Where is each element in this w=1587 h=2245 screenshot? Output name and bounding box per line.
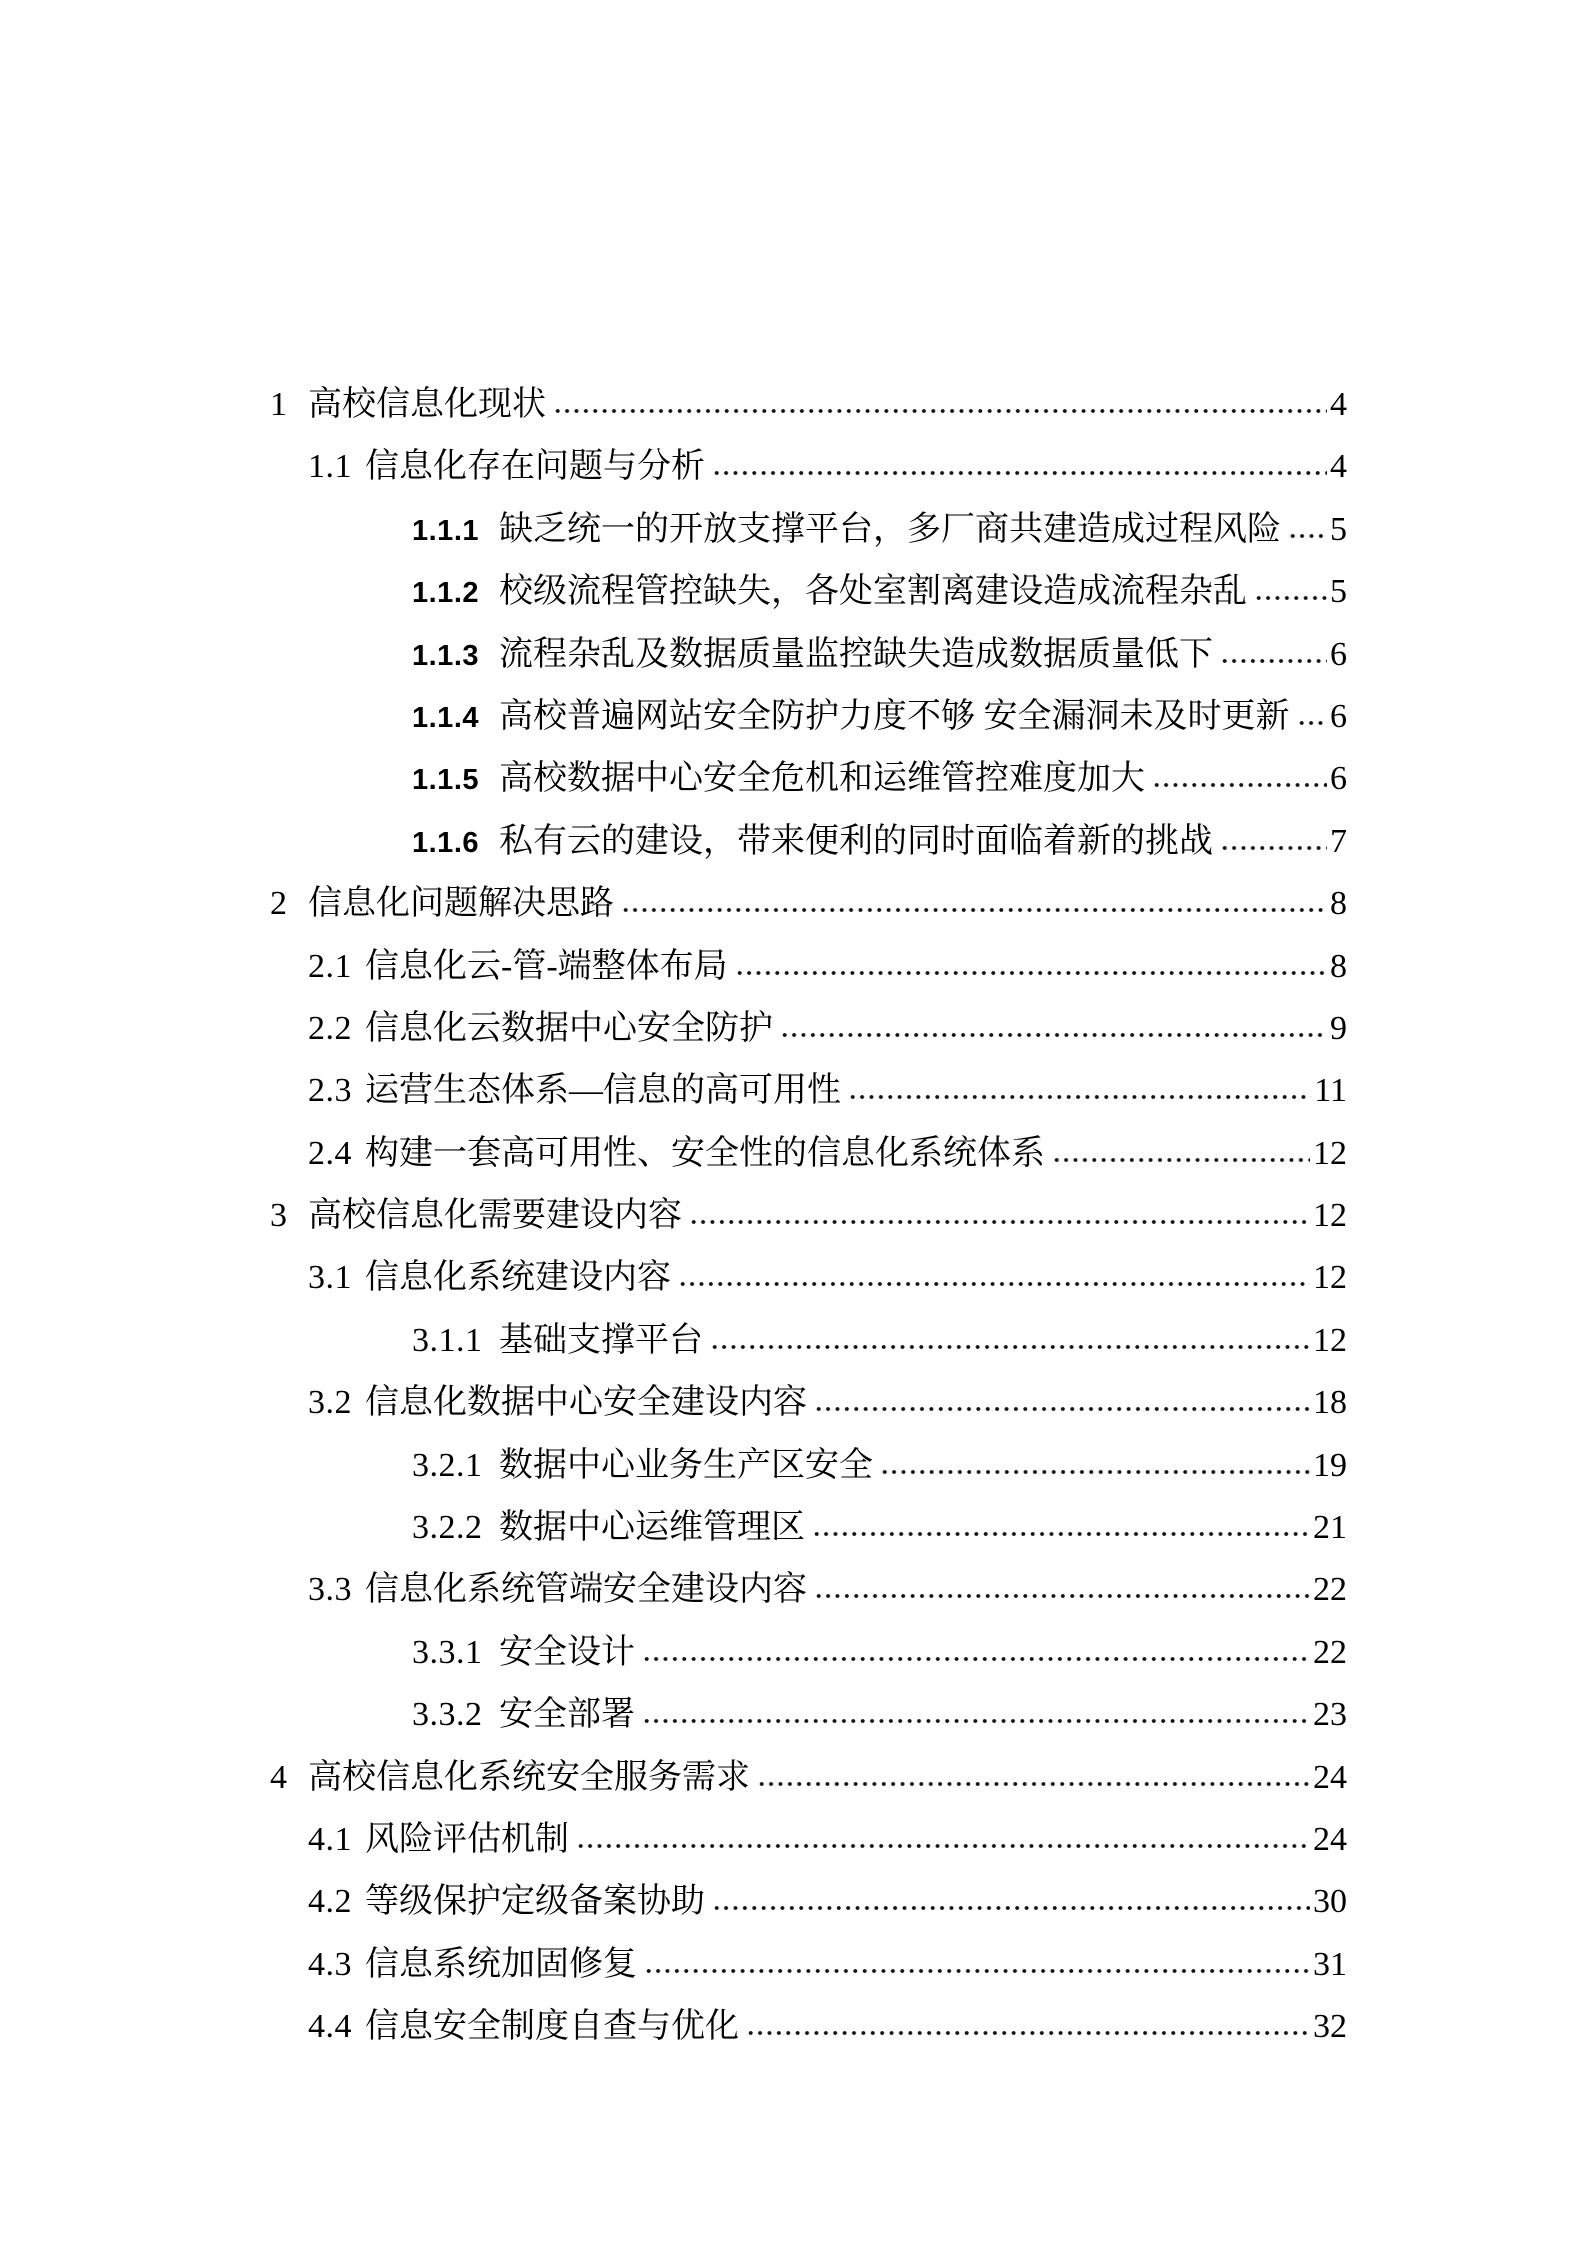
toc-entry-title: 流程杂乱及数据质量监控缺失造成数据质量低下 <box>499 635 1213 673</box>
toc-entry-number: 2.1 <box>308 947 352 985</box>
toc-entry-number: 2 <box>270 885 288 923</box>
toc-entry-page: 6 <box>1330 760 1347 798</box>
toc-entry-title: 基础支撑平台 <box>499 1321 703 1359</box>
toc-entry-title: 信息化云数据中心安全防护 <box>365 1009 773 1047</box>
toc-entry[interactable] <box>270 811 1347 873</box>
toc-entry-page: 22 <box>1313 1571 1347 1609</box>
toc-entry-page: 7 <box>1330 822 1347 860</box>
toc-entry[interactable] <box>270 624 1347 686</box>
toc-entry[interactable] <box>270 1559 1347 1621</box>
toc-entry-title: 校级流程管控缺失，各处室割离建设造成流程杂乱 <box>499 573 1247 611</box>
toc-entry-number: 3.2.1 <box>412 1446 483 1484</box>
toc-entry[interactable] <box>270 1185 1347 1247</box>
toc-entry[interactable] <box>270 1809 1347 1871</box>
toc-entry-title: 风险评估机制 <box>365 1820 569 1858</box>
toc-leader-dots <box>644 1945 1310 1975</box>
toc-entry[interactable] <box>270 1871 1347 1933</box>
toc-entry[interactable] <box>270 499 1347 561</box>
toc-entry-page: 12 <box>1313 1197 1347 1235</box>
toc-entry[interactable] <box>270 1996 1347 2058</box>
toc-entry[interactable] <box>270 686 1347 748</box>
toc-entry-page: 4 <box>1330 386 1347 423</box>
toc-leader-dots <box>642 1633 1310 1663</box>
toc-leader-dots <box>757 1758 1310 1788</box>
toc-leader-dots <box>1152 759 1327 789</box>
toc-entry-title: 信息安全制度自查与优化 <box>365 2008 739 2046</box>
toc-entry[interactable] <box>270 1060 1347 1122</box>
toc-entry-page: 32 <box>1313 2008 1347 2046</box>
toc-entry[interactable] <box>270 748 1347 810</box>
toc-leader-dots <box>1052 1134 1310 1164</box>
toc-entry[interactable] <box>270 873 1347 935</box>
toc-entry-number: 3.3 <box>308 1571 352 1609</box>
toc-entry[interactable] <box>270 1747 1347 1809</box>
toc-entry-title: 高校信息化现状 <box>308 386 546 423</box>
toc-entry-page: 4 <box>1330 448 1347 486</box>
toc-entry-title: 信息化系统建设内容 <box>365 1259 671 1297</box>
toc-leader-dots <box>712 447 1327 477</box>
toc-entry[interactable] <box>270 1497 1347 1559</box>
toc-leader-dots <box>576 1820 1310 1850</box>
toc-leader-dots <box>710 1321 1310 1351</box>
toc-entry-number: 4.3 <box>308 1945 352 1983</box>
toc-leader-dots <box>1220 822 1327 852</box>
toc-entry-title: 信息化数据中心安全建设内容 <box>365 1384 807 1422</box>
toc-entry[interactable] <box>270 1310 1347 1372</box>
toc-entry-number: 4.4 <box>308 2008 352 2046</box>
toc-entry-title: 信息化问题解决思路 <box>308 885 614 923</box>
toc-entry-number: 1.1.6 <box>412 826 479 859</box>
toc-leader-dots <box>1220 635 1327 665</box>
toc-entry-page: 5 <box>1330 510 1347 548</box>
toc-entry-number: 3.3.2 <box>412 1696 483 1734</box>
toc-entry-number: 4 <box>270 1758 288 1796</box>
toc-entry-title: 信息系统加固修复 <box>365 1945 637 1983</box>
toc-entry-title: 高校信息化系统安全服务需求 <box>308 1758 750 1796</box>
toc-entry[interactable] <box>270 1684 1347 1746</box>
toc-entry[interactable] <box>270 561 1347 623</box>
toc-entry-number: 2.2 <box>308 1009 352 1047</box>
toc-entry-number: 1.1.4 <box>412 701 479 734</box>
toc-entry-title: 缺乏统一的开放支撑平台，多厂商共建造成过程风险 <box>499 510 1281 548</box>
toc-leader-dots <box>1297 697 1328 727</box>
toc-entry-title: 运营生态体系—信息的高可用性 <box>365 1072 841 1110</box>
toc-entry[interactable] <box>270 1247 1347 1309</box>
toc-entry-number: 1.1 <box>308 448 352 486</box>
toc-entry-title: 高校普遍网站安全防护力度不够 安全漏洞未及时更新 <box>499 697 1290 735</box>
toc-entry-page: 24 <box>1313 1820 1347 1858</box>
toc-entry-page: 12 <box>1313 1134 1347 1172</box>
toc <box>270 374 1347 2059</box>
toc-entry-page: 19 <box>1313 1446 1347 1484</box>
toc-entry-number: 1.1.5 <box>412 764 479 797</box>
toc-entry[interactable] <box>270 374 1347 436</box>
toc-entry-number: 3.1.1 <box>412 1321 483 1359</box>
toc-entry-number: 1 <box>270 386 288 423</box>
toc-entry[interactable] <box>270 998 1347 1060</box>
toc-entry-title: 私有云的建设，带来便利的同时面临着新的挑战 <box>499 822 1213 860</box>
toc-leader-dots <box>814 1383 1310 1413</box>
toc-entry-page: 24 <box>1313 1758 1347 1796</box>
toc-entry-page: 11 <box>1314 1072 1347 1110</box>
toc-leader-dots <box>812 1508 1310 1538</box>
toc-entry[interactable] <box>270 436 1347 498</box>
toc-leader-dots <box>814 1570 1310 1600</box>
toc-entry[interactable] <box>270 1435 1347 1497</box>
toc-entry-page: 8 <box>1330 885 1347 923</box>
toc-leader-dots <box>848 1071 1311 1101</box>
toc-entry-title: 高校信息化需要建设内容 <box>308 1197 682 1235</box>
toc-leader-dots <box>1288 510 1327 540</box>
toc-entry-title: 安全设计 <box>499 1633 635 1671</box>
toc-entry-page: 18 <box>1313 1384 1347 1422</box>
toc-leader-dots <box>880 1446 1310 1476</box>
toc-entry-title: 构建一套高可用性、安全性的信息化系统体系 <box>365 1134 1045 1172</box>
toc-entry-number: 3.2 <box>308 1384 352 1422</box>
toc-entry[interactable] <box>270 1622 1347 1684</box>
toc-leader-dots <box>780 1009 1327 1039</box>
toc-leader-dots <box>1254 572 1327 602</box>
toc-entry-title: 等级保护定级备案协助 <box>365 1883 705 1921</box>
toc-entry-page: 6 <box>1330 635 1347 673</box>
toc-entry-page: 12 <box>1313 1259 1347 1297</box>
toc-entry-page: 8 <box>1330 947 1347 985</box>
toc-entry-number: 1.1.2 <box>412 577 479 610</box>
toc-entry-title: 数据中心业务生产区安全 <box>499 1446 873 1484</box>
toc-entry-page: 12 <box>1313 1321 1347 1359</box>
toc-leader-dots <box>689 1196 1310 1226</box>
toc-entry[interactable] <box>270 1934 1347 1996</box>
toc-entry-page: 30 <box>1313 1883 1347 1921</box>
toc-entry-page: 23 <box>1313 1696 1347 1734</box>
toc-entry-page: 31 <box>1313 1945 1347 1983</box>
toc-entry-number: 4.2 <box>308 1883 352 1921</box>
toc-entry-number: 1.1.3 <box>412 639 479 672</box>
toc-entry-number: 1.1.1 <box>412 514 479 547</box>
toc-entry-number: 3.1 <box>308 1259 352 1297</box>
toc-entry-page: 9 <box>1330 1009 1347 1047</box>
toc-entry-number: 3 <box>270 1197 288 1235</box>
toc-entry-title: 高校数据中心安全危机和运维管控难度加大 <box>499 760 1145 798</box>
toc-leader-dots <box>621 884 1327 914</box>
toc-entry[interactable] <box>270 1123 1347 1185</box>
toc-entry-title: 安全部署 <box>499 1696 635 1734</box>
toc-entry-number: 3.2.2 <box>412 1509 483 1547</box>
toc-entry-title: 数据中心运维管理区 <box>499 1509 805 1547</box>
toc-entry-title: 信息化云-管-端整体布局 <box>365 947 728 985</box>
toc-entry-number: 2.4 <box>308 1134 352 1172</box>
toc-entry-number: 4.1 <box>308 1820 352 1858</box>
toc-leader-dots <box>642 1695 1310 1725</box>
toc-leader-dots <box>712 1882 1310 1912</box>
toc-entry-page: 21 <box>1313 1509 1347 1547</box>
toc-entry-number: 2.3 <box>308 1072 352 1110</box>
toc-leader-dots <box>678 1258 1310 1288</box>
toc-entry-title: 信息化存在问题与分析 <box>365 448 705 486</box>
toc-entry[interactable] <box>270 936 1347 998</box>
toc-entry-page: 5 <box>1330 573 1347 611</box>
toc-leader-dots <box>553 385 1327 415</box>
toc-entry-page: 6 <box>1330 697 1347 735</box>
toc-leader-dots <box>746 2007 1310 2037</box>
toc-entry[interactable] <box>270 1372 1347 1434</box>
toc-entry-title: 信息化系统管端安全建设内容 <box>365 1571 807 1609</box>
toc-entry-page: 22 <box>1313 1633 1347 1671</box>
toc-leader-dots <box>735 947 1327 977</box>
toc-entry-number: 3.3.1 <box>412 1633 483 1671</box>
